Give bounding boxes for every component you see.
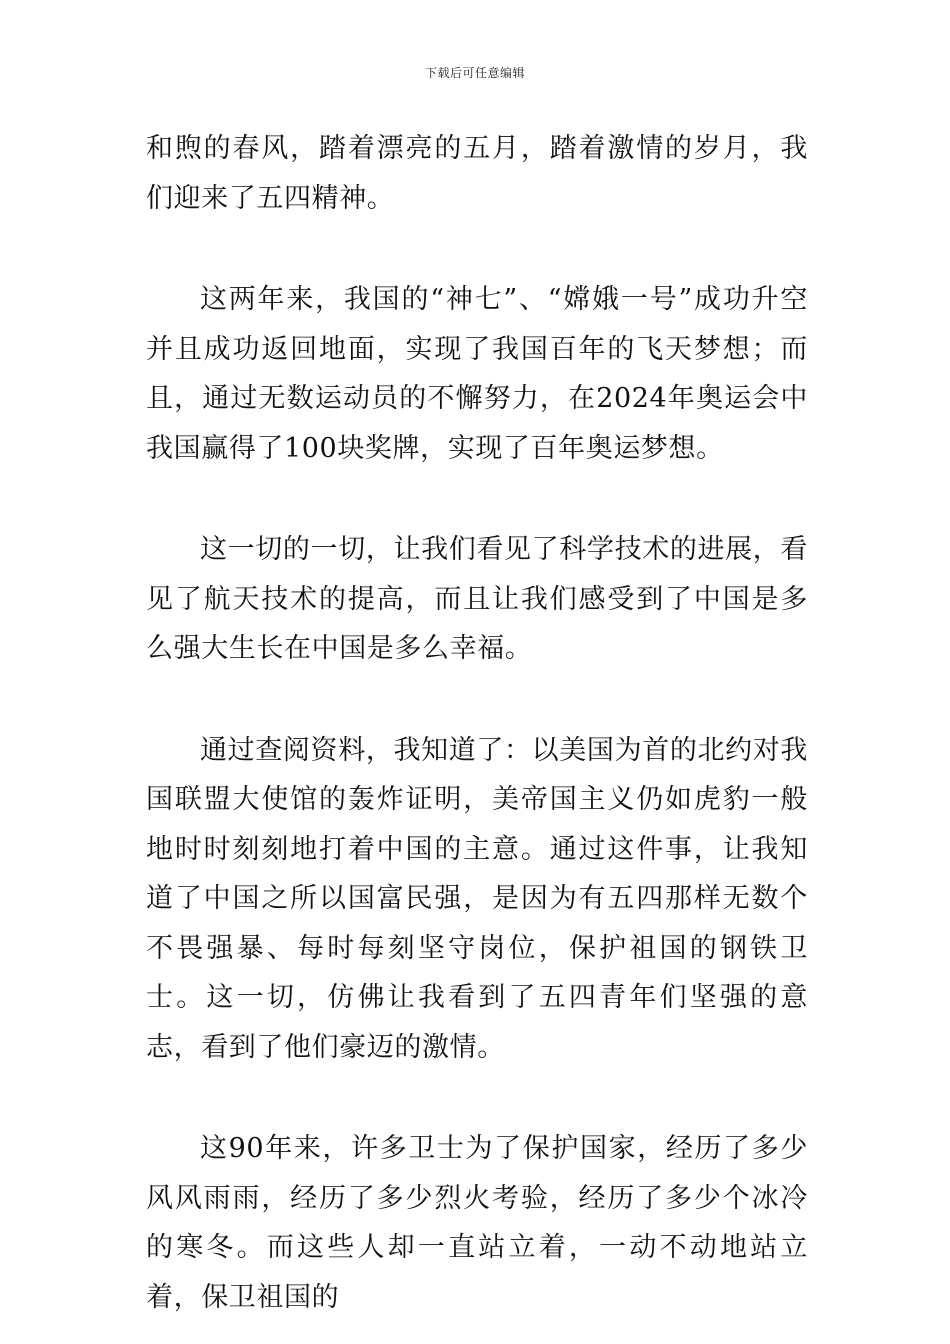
paragraph-2: 这两年来，我国的“神七”、“嫦娥一号”成功升空并且成功返回地面，实现了我国百年的飞天梦想；而且，通过无数运动员的不懈努力，在2024年奥运会中我国赢得了100块奖牌，实现了百年奥运梦想。 xyxy=(146,284,808,464)
document-body xyxy=(146,124,808,1322)
paragraph-3: 这一切的一切，让我们看见了科学技术的进展，看见了航天技术的提高，而且让我们感受到了中国是多么强大生长在中国是多么幸福。 xyxy=(146,534,808,664)
paragraph-4: 通过查阅资料，我知道了：以美国为首的北约对我国联盟大使馆的轰炸证明，美帝国主义仍如虎豹一般地时时刻刻地打着中国的主意。通过这件事，让我知道了中国之所以国富民强，是因为有五四那样无数个不畏强暴、每时每刻坚守岗位，保护祖国的钢铁卫士。这一切，仿佛让我看到了五四青年们坚强的意志，看到了他们豪迈的激情。 xyxy=(146,734,808,1063)
header-note: 下载后可任意编辑 xyxy=(424,66,525,80)
paragraph-5: 这90年来，许多卫士为了保护国家，经历了多少风风雨雨，经历了多少烈火考验，经历了多少个冰冷的寒冬。而这些人却一直站立着，一动不动地站立着，保卫祖国的 xyxy=(146,1133,808,1313)
paragraph-1: 和煦的春风，踏着漂亮的五月，踏着激情的岁月，我们迎来了五四精神。 xyxy=(146,133,808,214)
